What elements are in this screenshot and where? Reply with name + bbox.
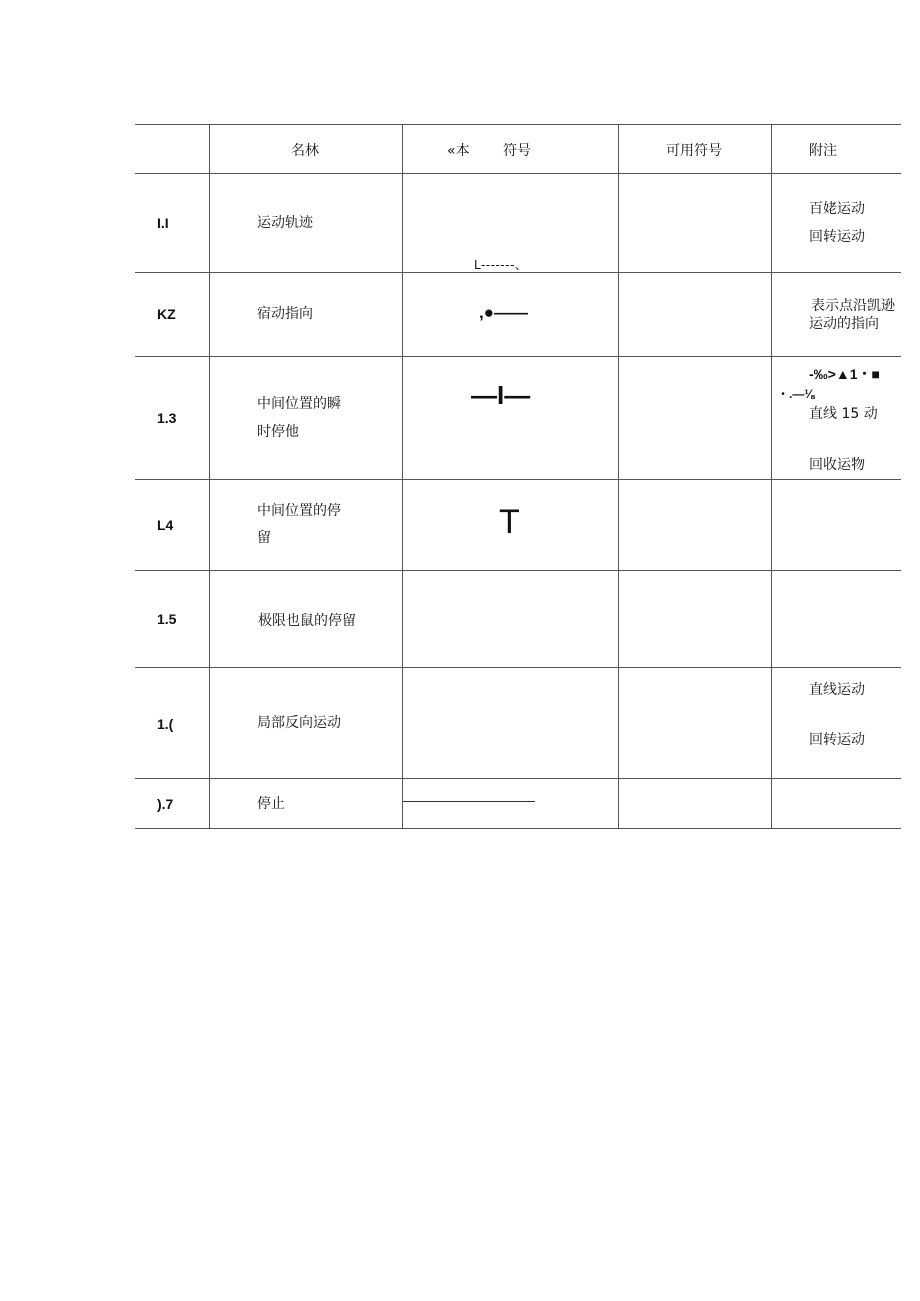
row-name: 时停他 [257,424,299,440]
row-note: 回转运动 [809,732,865,748]
row-name: 中间位置的瞬 [257,396,341,412]
column-rule [209,124,210,828]
row-note: 百姥运动 [809,201,865,217]
row-rule [135,356,901,357]
table-top-rule [135,124,901,125]
row-name: 停止 [257,796,285,812]
row-rule [135,570,901,571]
row-number: ).7 [157,796,174,812]
row-number: 1.( [157,716,174,732]
stop-symbol-line [403,801,535,802]
dwell-symbol: T [499,503,520,541]
row-number: I.I [157,215,169,231]
row-name: 局部反向运动 [257,715,341,731]
header-bottom-rule [135,173,901,174]
row-name: 运动轨迹 [257,215,313,231]
header-remark: 附注 [809,143,837,159]
row-note: ・.—⅛ [777,387,815,401]
row-note: 运动的指向 [809,316,879,332]
momentary-stop-symbol: —I— [471,380,531,410]
row-note: 直线运动 [809,682,865,698]
column-rule [618,124,619,828]
row-rule [135,479,901,480]
row-note: 回收运物 [809,457,865,473]
row-note: 直线 15 动 [809,406,878,422]
row-note: 回转运动 [809,229,865,245]
row-note: -‰>▲1・■ [809,366,880,382]
row-number: 1.5 [157,611,177,627]
row-rule [135,667,901,668]
row-name: 留 [257,530,271,546]
header-basic-symbol-a: «本 [447,143,470,159]
row-number: L4 [157,517,174,533]
table-bottom-rule [135,828,901,829]
column-rule [402,124,403,828]
header-alt-symbol: 可用符号 [666,143,722,159]
row-number: KZ [157,306,176,322]
row-name: 宿动指向 [257,306,313,322]
row-name: 中间位置的停 [257,503,341,519]
header-basic-symbol-b: 符号 [503,143,531,159]
direction-symbol: ,●—— [479,303,528,322]
row-number: 1.3 [157,410,177,426]
row-note: 表示点沿凯逊 [811,298,895,314]
header-name: 名林 [291,143,319,159]
column-rule [771,124,772,828]
row-rule [135,778,901,779]
row-name: 极限也鼠的停留 [258,613,356,629]
trajectory-symbol: L-------、 [474,258,528,272]
